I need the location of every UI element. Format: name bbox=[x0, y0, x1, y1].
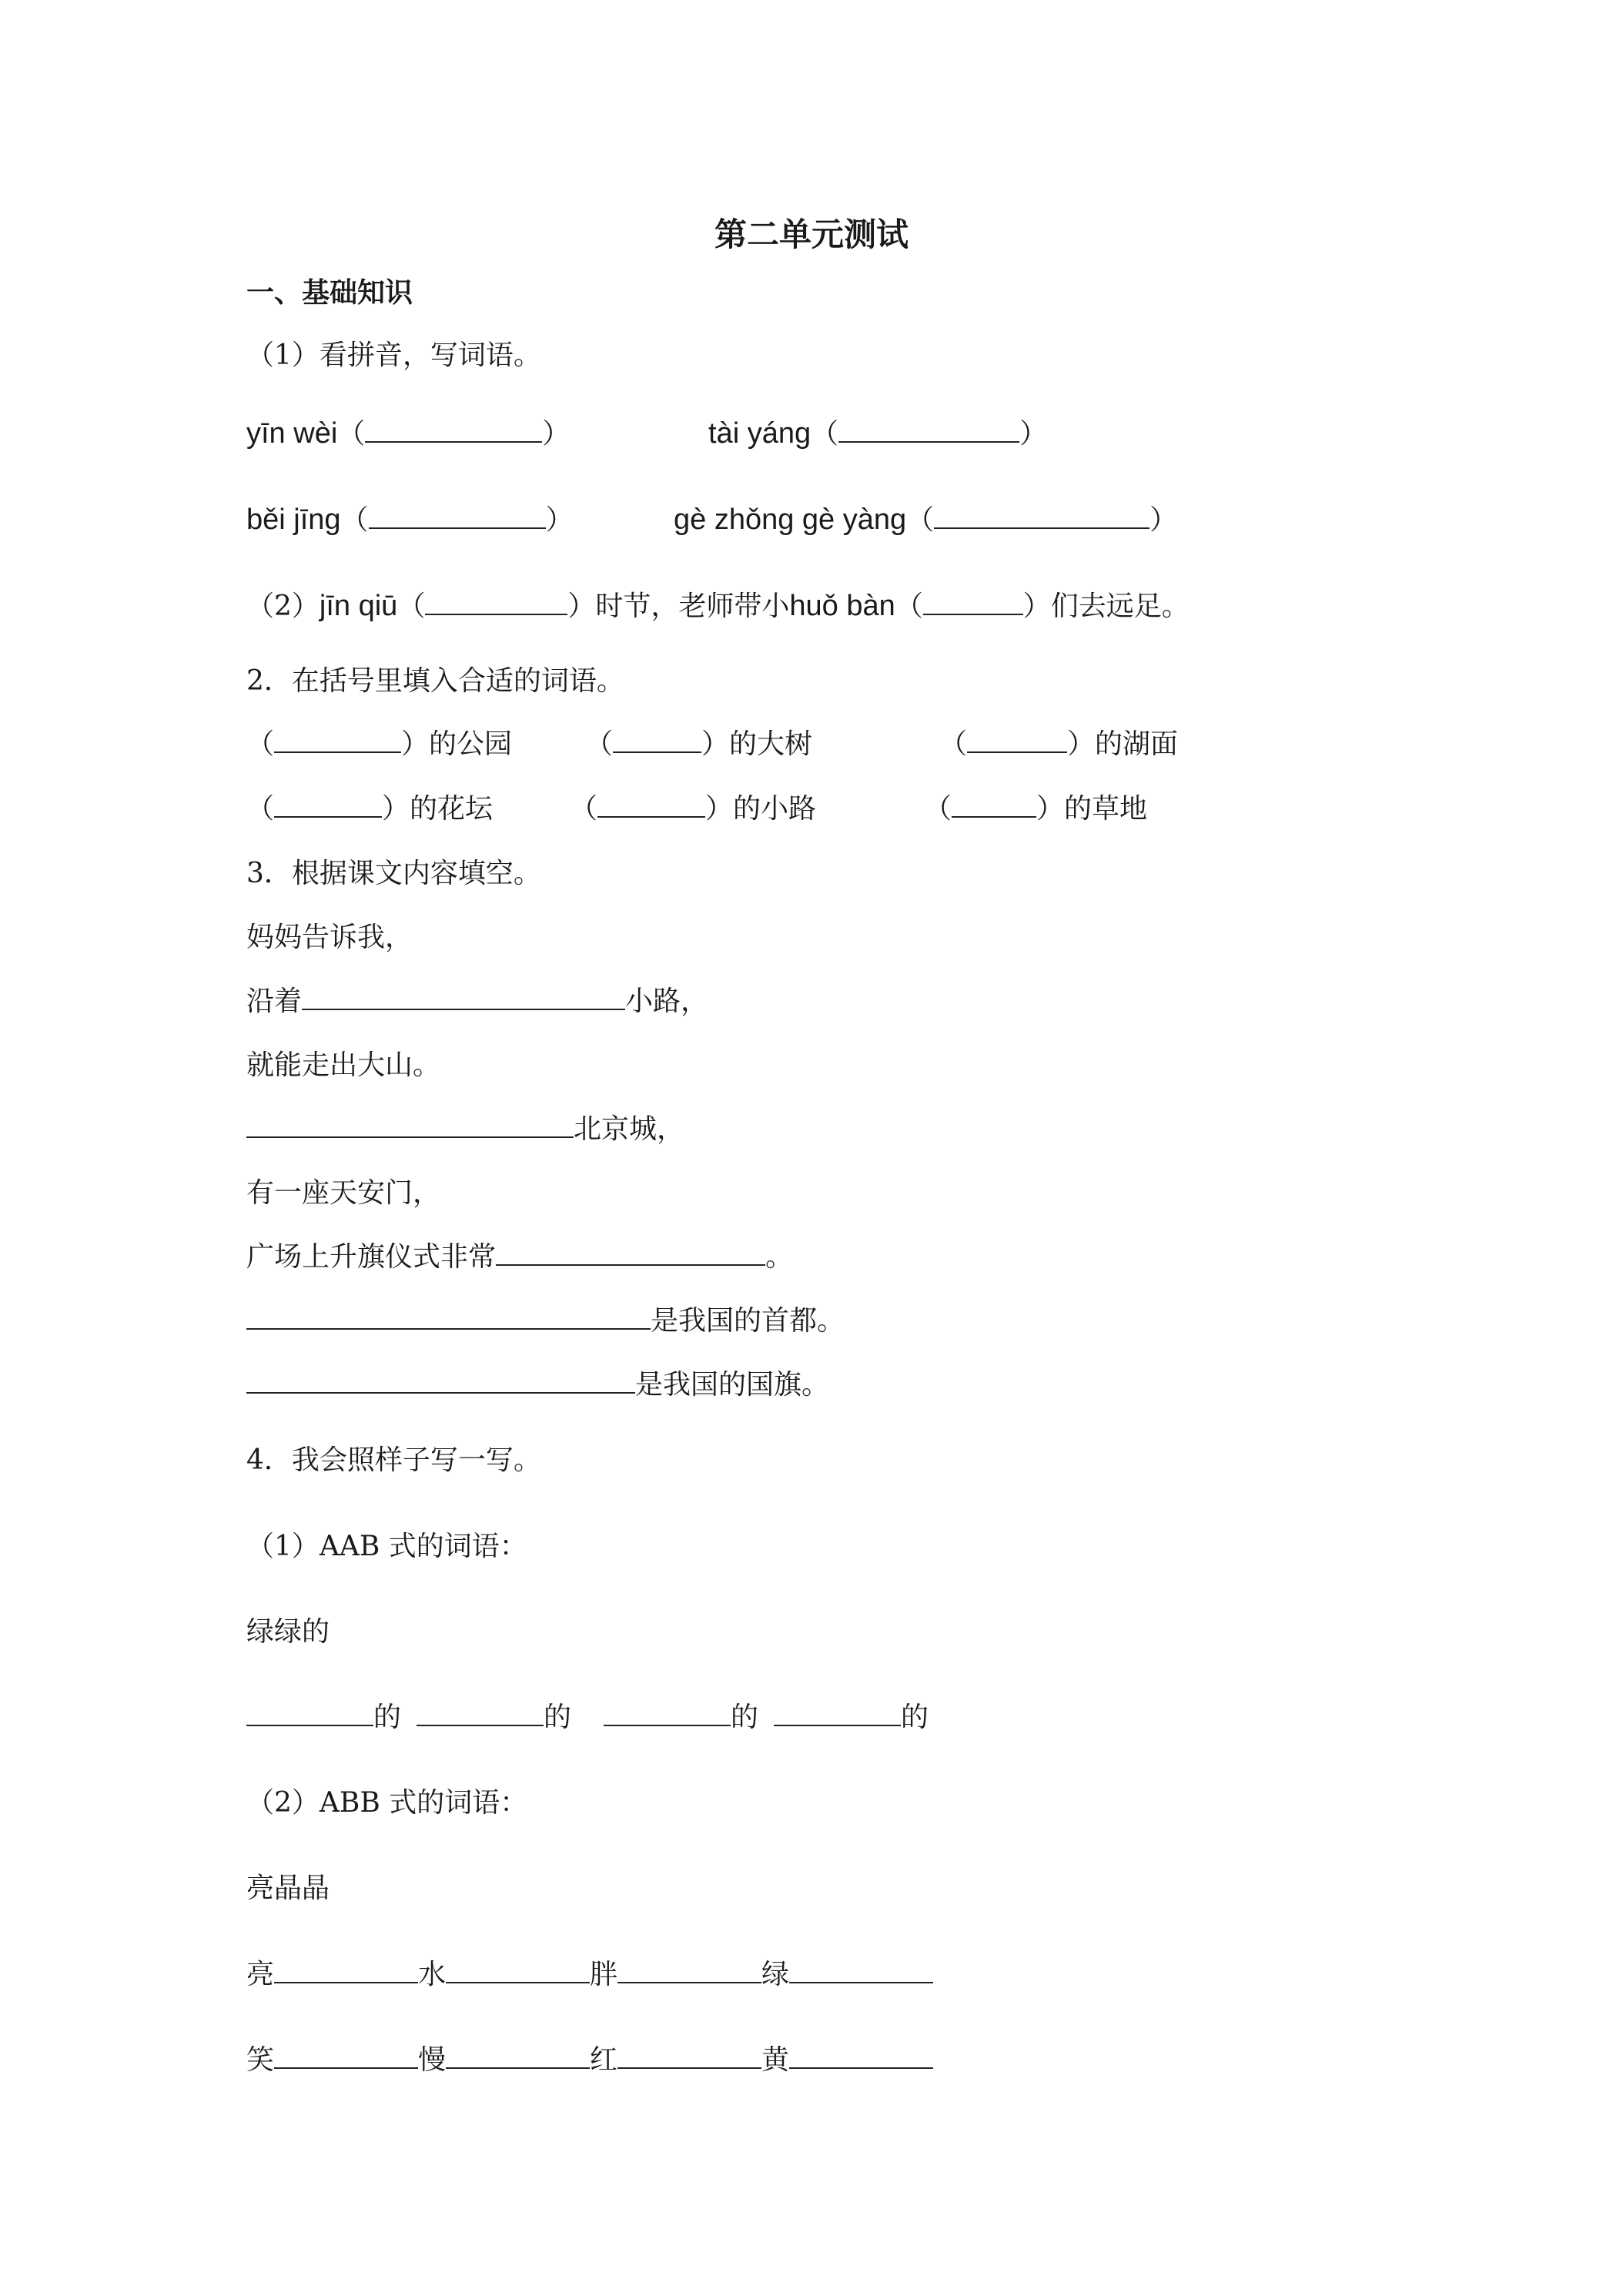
abb-row-2 bbox=[246, 2041, 933, 2080]
abb-row-1 bbox=[246, 1956, 933, 1994]
abb-example: 亮晶晶 bbox=[246, 1873, 330, 1904]
answer-blank[interactable] bbox=[425, 587, 567, 615]
answer-blank[interactable] bbox=[274, 725, 401, 753]
q2-phrase: 的草地 bbox=[1064, 793, 1148, 825]
abb-char: 红 bbox=[590, 2044, 618, 2076]
answer-blank[interactable] bbox=[365, 415, 542, 443]
q3-line-4 bbox=[246, 1110, 684, 1149]
aab-label bbox=[246, 1528, 527, 1566]
q2-phrase: 的花坛 bbox=[410, 793, 494, 825]
q3-text: 小路， bbox=[625, 986, 709, 1017]
page-title: 第二单元测试 bbox=[714, 216, 909, 253]
answer-blank[interactable] bbox=[417, 1699, 544, 1726]
q3-instruction: 3．根据课文内容填空。 bbox=[246, 858, 541, 889]
q2-row-2a: （ ）的花坛 bbox=[246, 790, 493, 828]
q3-line-2 bbox=[246, 982, 708, 1021]
answer-blank[interactable] bbox=[604, 1699, 731, 1726]
answer-blank[interactable] bbox=[923, 587, 1023, 615]
abb-char: 亮 bbox=[246, 1959, 275, 1990]
answer-blank[interactable] bbox=[838, 415, 1019, 443]
abb-char: 黄 bbox=[761, 2044, 790, 2076]
aab-suffix: 的 bbox=[901, 1702, 929, 1733]
aab-suffix: 的 bbox=[731, 1702, 759, 1733]
answer-blank[interactable] bbox=[246, 1699, 373, 1726]
pinyin-jinqiu: jīn qiū bbox=[319, 590, 398, 622]
answer-blank[interactable] bbox=[246, 1366, 635, 1394]
q3-text: 是我国的国旗。 bbox=[635, 1369, 830, 1401]
pinyin-row-2b: gè zhǒng gè yàng（ ） bbox=[674, 500, 1177, 540]
aab-suffix: 的 bbox=[373, 1702, 402, 1733]
q4-instruction: 4．我会照样子写一写。 bbox=[246, 1444, 541, 1476]
answer-blank[interactable] bbox=[789, 2041, 933, 2069]
q3-line-5: 有一座天安门， bbox=[246, 1177, 441, 1209]
q3-line-7 bbox=[246, 1302, 845, 1340]
answer-blank[interactable] bbox=[967, 725, 1067, 753]
answer-blank[interactable] bbox=[774, 1699, 901, 1726]
answer-blank[interactable] bbox=[613, 725, 701, 753]
q2-phrase: 的湖面 bbox=[1095, 728, 1179, 760]
q2-row-1c: （ ）的湖面 bbox=[939, 725, 1178, 764]
abb-char: 水 bbox=[418, 1959, 447, 1990]
pinyin-taiyang: tài yáng bbox=[708, 417, 812, 450]
pinyin-row-2: běi jīng（ ） bbox=[246, 500, 574, 540]
q2-phrase: 的大树 bbox=[729, 728, 813, 760]
answer-blank[interactable] bbox=[617, 2041, 761, 2069]
answer-blank[interactable] bbox=[934, 501, 1149, 529]
aab-example: 绿绿的 bbox=[246, 1616, 330, 1648]
q1-part2-prefix: （2） bbox=[246, 591, 320, 622]
answer-blank[interactable] bbox=[274, 1956, 418, 1983]
q3-text: 是我国的首都。 bbox=[651, 1305, 845, 1337]
answer-blank[interactable] bbox=[446, 1956, 590, 1983]
pinyin-row-1: yīn wèi（ ） bbox=[246, 414, 570, 454]
q1-part2-mid: 时节，老师带小 bbox=[595, 591, 790, 622]
abb-char: 胖 bbox=[590, 1959, 618, 1990]
q2-row-1a: （ ）的公园 bbox=[246, 725, 512, 764]
q1-instruction: （1）看拼音，写词语。 bbox=[246, 340, 541, 371]
q1-part2-suffix: 们去远足。 bbox=[1050, 591, 1190, 622]
q2-row-1b: （ ）的大树 bbox=[585, 725, 812, 764]
answer-blank[interactable] bbox=[274, 790, 382, 818]
q3-line-8 bbox=[246, 1366, 829, 1404]
answer-blank[interactable] bbox=[789, 1956, 933, 1983]
pinyin-huoban: huǒ bàn bbox=[789, 590, 895, 622]
answer-blank[interactable] bbox=[446, 2041, 590, 2069]
aab-label-text: （1）AAB 式的词语： bbox=[246, 1531, 527, 1562]
aab-row bbox=[246, 1699, 929, 1737]
abb-char: 笑 bbox=[246, 2044, 275, 2076]
answer-blank[interactable] bbox=[617, 1956, 761, 1983]
q1-part2: （2）jīn qiū（ ）时节，老师带小huǒ bàn（ ）们去远足。 bbox=[246, 587, 1190, 626]
q2-row-2b: （ ）的小路 bbox=[570, 790, 816, 828]
q2-instruction: 2．在括号里填入合适的词语。 bbox=[246, 665, 624, 697]
q3-line-3: 就能走出大山。 bbox=[246, 1049, 441, 1081]
pinyin-beijing: běi jīng bbox=[246, 504, 341, 536]
q2-row-2c: （ ）的草地 bbox=[924, 790, 1147, 828]
q3-text: 广场上升旗仪式非常 bbox=[246, 1241, 497, 1273]
q2-phrase: 的小路 bbox=[733, 793, 817, 825]
answer-blank[interactable] bbox=[496, 1238, 765, 1266]
q3-text: 。 bbox=[765, 1241, 794, 1273]
abb-char: 绿 bbox=[761, 1959, 790, 1990]
abb-char: 慢 bbox=[418, 2044, 447, 2076]
answer-blank[interactable] bbox=[369, 501, 546, 529]
q3-line-6 bbox=[246, 1238, 793, 1277]
answer-blank[interactable] bbox=[246, 1110, 574, 1138]
pinyin-gezhonggeyang: gè zhǒng gè yàng bbox=[674, 504, 907, 536]
section-heading: 一、基础知识 bbox=[246, 276, 413, 309]
answer-blank[interactable] bbox=[302, 982, 625, 1010]
answer-blank[interactable] bbox=[952, 790, 1036, 818]
aab-suffix: 的 bbox=[544, 1702, 572, 1733]
q3-line-1: 妈妈告诉我， bbox=[246, 922, 413, 953]
answer-blank[interactable] bbox=[246, 1302, 651, 1330]
answer-blank[interactable] bbox=[597, 790, 705, 818]
pinyin-row-1b: tài yáng（ ） bbox=[708, 414, 1047, 454]
pinyin-yinwei: yīn wèi bbox=[246, 417, 338, 450]
abb-label: （2）ABB 式的词语： bbox=[246, 1787, 528, 1819]
q3-text: 北京城， bbox=[574, 1113, 685, 1145]
answer-blank[interactable] bbox=[274, 2041, 418, 2069]
q3-text: 沿着 bbox=[246, 986, 303, 1017]
q2-phrase: 的公园 bbox=[429, 728, 513, 760]
